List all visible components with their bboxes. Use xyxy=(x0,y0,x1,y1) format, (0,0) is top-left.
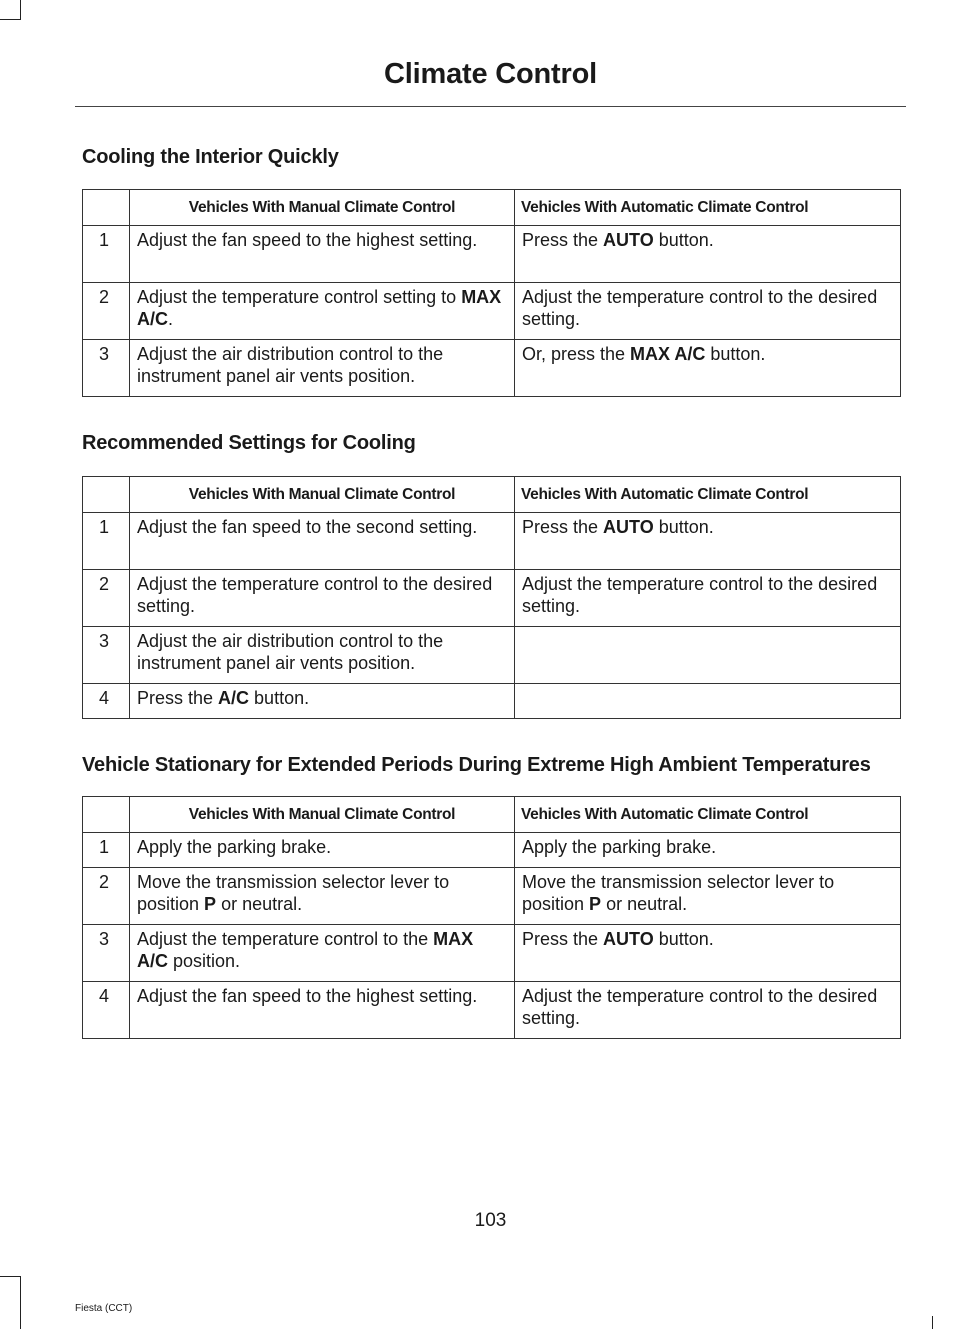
steps-table xyxy=(82,476,901,719)
header-step xyxy=(83,190,130,226)
control-name: MAX A/C xyxy=(137,929,474,971)
manual-instruction xyxy=(130,627,515,684)
crop-mark xyxy=(20,1276,21,1329)
instruction-text: position. xyxy=(168,950,241,971)
automatic-instruction xyxy=(515,833,901,868)
instruction-text: Adjust the fan speed to the second setting. xyxy=(137,517,478,537)
section-recommended-cooling xyxy=(82,432,900,719)
automatic-instruction xyxy=(515,226,901,283)
table-row xyxy=(83,627,901,684)
instruction-text: Move the transmission selector lever to position xyxy=(137,872,450,914)
automatic-instruction xyxy=(515,283,901,340)
section-heading: Vehicle Stationary for Extended Periods During Extreme High Ambient Temperatures xyxy=(82,754,871,776)
step-number: 3 xyxy=(83,627,130,684)
instruction-text: Press the xyxy=(522,517,604,537)
instruction-text: button. xyxy=(249,688,310,708)
step-number: 2 xyxy=(83,868,130,925)
step-number: 2 xyxy=(83,570,130,627)
table-row xyxy=(83,340,901,397)
section-heading: Cooling the Interior Quickly xyxy=(82,146,339,168)
footer-model-label: Fiesta (CCT) xyxy=(75,1303,133,1314)
instruction-text: Press the xyxy=(522,929,604,949)
table-row xyxy=(83,684,901,719)
instruction-text: or neutral. xyxy=(601,893,688,914)
table-row xyxy=(83,868,901,925)
table-header-row xyxy=(83,190,901,226)
table-body xyxy=(83,833,901,1039)
header-step xyxy=(83,477,130,513)
header-automatic: Vehicles With Automatic Climate Control xyxy=(515,797,901,833)
automatic-instruction xyxy=(515,570,901,627)
step-number: 1 xyxy=(83,226,130,283)
instruction-text: Adjust the temperature control to the desired setting. xyxy=(522,287,878,329)
section-cooling-quickly xyxy=(82,146,900,397)
control-name: MAX A/C xyxy=(137,287,502,329)
table-row xyxy=(83,226,901,283)
control-name: AUTO xyxy=(603,517,654,537)
manual-instruction xyxy=(130,226,515,283)
steps-table xyxy=(82,189,901,397)
automatic-instruction xyxy=(515,925,901,982)
instruction-text: button. xyxy=(653,517,714,537)
table-row xyxy=(83,283,901,340)
instruction-text: Press the xyxy=(522,230,604,250)
crop-mark xyxy=(20,0,21,19)
table-header-row xyxy=(83,477,901,513)
control-name: AUTO xyxy=(603,929,654,949)
instruction-text: Adjust the temperature control setting to xyxy=(137,287,462,307)
control-name: A/C xyxy=(218,688,250,708)
step-number: 1 xyxy=(83,513,130,570)
instruction-text: Adjust the temperature control to the desired setting. xyxy=(522,986,878,1028)
control-name: AUTO xyxy=(603,230,654,250)
automatic-instruction xyxy=(515,340,901,397)
automatic-instruction xyxy=(515,513,901,570)
automatic-instruction xyxy=(515,982,901,1039)
instruction-text: Adjust the temperature control to the xyxy=(137,929,434,949)
instruction-text: Adjust the air distribution control to the instrument panel air vents position. xyxy=(137,344,444,386)
page-number: 103 xyxy=(474,1210,507,1231)
manual-instruction xyxy=(130,513,515,570)
manual-instruction xyxy=(130,684,515,719)
title-divider xyxy=(75,106,906,107)
step-number: 3 xyxy=(83,925,130,982)
step-number: 3 xyxy=(83,340,130,397)
table-body xyxy=(83,226,901,397)
crop-mark xyxy=(0,1276,21,1277)
instruction-text: or neutral. xyxy=(216,893,303,914)
instruction-text: . xyxy=(168,308,174,329)
control-name: MAX A/C xyxy=(630,344,706,364)
header-manual: Vehicles With Manual Climate Control xyxy=(130,797,515,833)
table-row xyxy=(83,513,901,570)
page-title: Climate Control xyxy=(384,58,597,90)
control-name: P xyxy=(204,893,217,914)
section-heading: Recommended Settings for Cooling xyxy=(82,432,416,454)
table-body xyxy=(83,513,901,719)
manual-instruction xyxy=(130,982,515,1039)
crop-mark xyxy=(932,1316,933,1329)
instruction-text: Adjust the temperature control to the desired setting. xyxy=(137,574,493,616)
automatic-instruction xyxy=(515,684,901,719)
instruction-text: button. xyxy=(653,929,714,949)
instruction-text: Move the transmission selector lever to position xyxy=(522,872,835,914)
crop-mark xyxy=(0,19,21,20)
control-name: P xyxy=(589,893,602,914)
instruction-text: button. xyxy=(705,344,766,364)
instruction-text: Adjust the fan speed to the highest setting. xyxy=(137,230,478,250)
table-row xyxy=(83,982,901,1039)
manual-instruction xyxy=(130,283,515,340)
instruction-text: button. xyxy=(653,230,714,250)
table-row xyxy=(83,570,901,627)
manual-instruction xyxy=(130,833,515,868)
header-automatic: Vehicles With Automatic Climate Control xyxy=(515,190,901,226)
step-number: 2 xyxy=(83,283,130,340)
manual-instruction xyxy=(130,570,515,627)
table-header-row xyxy=(83,797,901,833)
header-step xyxy=(83,797,130,833)
instruction-text: Apply the parking brake. xyxy=(522,837,717,857)
instruction-text: Adjust the fan speed to the highest setting. xyxy=(137,986,478,1006)
step-number: 1 xyxy=(83,833,130,868)
step-number: 4 xyxy=(83,684,130,719)
table-row xyxy=(83,833,901,868)
automatic-instruction xyxy=(515,627,901,684)
instruction-text: Adjust the temperature control to the desired setting. xyxy=(522,574,878,616)
steps-table xyxy=(82,796,901,1039)
automatic-instruction xyxy=(515,868,901,925)
instruction-text: Press the xyxy=(137,688,219,708)
section-stationary-extreme-heat xyxy=(82,754,900,1039)
manual-instruction xyxy=(130,868,515,925)
instruction-text: Adjust the air distribution control to the instrument panel air vents position. xyxy=(137,631,444,673)
instruction-text: Apply the parking brake. xyxy=(137,837,332,857)
header-manual: Vehicles With Manual Climate Control xyxy=(130,190,515,226)
step-number: 4 xyxy=(83,982,130,1039)
manual-instruction xyxy=(130,925,515,982)
table-row xyxy=(83,925,901,982)
manual-instruction xyxy=(130,340,515,397)
header-automatic: Vehicles With Automatic Climate Control xyxy=(515,477,901,513)
header-manual: Vehicles With Manual Climate Control xyxy=(130,477,515,513)
instruction-text: Or, press the xyxy=(522,344,631,364)
